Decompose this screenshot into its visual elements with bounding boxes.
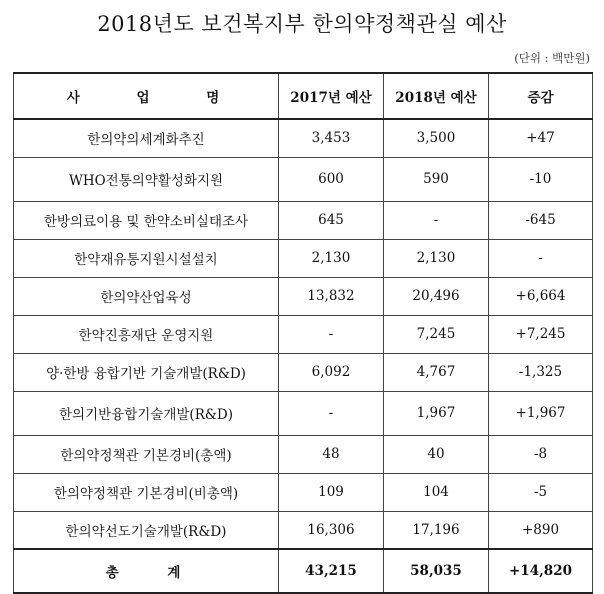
cell-name: 한약진흥재단 운영지원 xyxy=(14,315,279,353)
cell-2018: 3,500 xyxy=(384,119,489,157)
cell-change: +1,967 xyxy=(489,391,593,435)
table-row xyxy=(14,511,593,549)
cell-2017: 16,306 xyxy=(279,511,384,549)
cell-change: +7,245 xyxy=(489,315,593,353)
cell-2018: 40 xyxy=(384,435,489,473)
cell-2018: 4,767 xyxy=(384,353,489,391)
cell-2018: 20,496 xyxy=(384,277,489,315)
total-row xyxy=(14,549,593,593)
cell-change: +6,664 xyxy=(489,277,593,315)
cell-name: 한의약정책관 기본경비(비총액) xyxy=(14,473,279,511)
cell-change: -10 xyxy=(489,157,593,201)
cell-2017: 600 xyxy=(279,157,384,201)
cell-2017: - xyxy=(279,315,384,353)
cell-2017: - xyxy=(279,391,384,435)
budget-table xyxy=(13,72,593,594)
header-2018-budget: 2018년 예산 xyxy=(384,73,489,119)
table-row xyxy=(14,277,593,315)
cell-name: 한약재유통지원시설설치 xyxy=(14,239,279,277)
table-row xyxy=(14,315,593,353)
table-row xyxy=(14,239,593,277)
cell-change: +47 xyxy=(489,119,593,157)
document-title: 2018년도 보건복지부 한의약정책관실 예산 xyxy=(97,12,507,36)
cell-name: 한의약의세계화추진 xyxy=(14,119,279,157)
cell-name: 한의약산업육성 xyxy=(14,277,279,315)
cell-change: -1,325 xyxy=(489,353,593,391)
cell-2017: 2,130 xyxy=(279,239,384,277)
cell-2017: 109 xyxy=(279,473,384,511)
cell-change: -5 xyxy=(489,473,593,511)
table-row xyxy=(14,201,593,239)
cell-name: 한방의료이용 및 한약소비실태조사 xyxy=(14,201,279,239)
table-row xyxy=(14,473,593,511)
cell-change: -645 xyxy=(489,201,593,239)
cell-name: 한의기반융합기술개발(R&D) xyxy=(14,391,279,435)
cell-change: +890 xyxy=(489,511,593,549)
cell-name: 한의약정책관 기본경비(총액) xyxy=(14,435,279,473)
cell-name: 한의약선도기술개발(R&D) xyxy=(14,511,279,549)
table-row xyxy=(14,435,593,473)
table-row xyxy=(14,157,593,201)
cell-2018: 2,130 xyxy=(384,239,489,277)
cell-change: -8 xyxy=(489,435,593,473)
header-project-name: 사 업 명 xyxy=(14,73,279,119)
cell-2018: 7,245 xyxy=(384,315,489,353)
total-2018: 58,035 xyxy=(384,549,489,593)
cell-name: WHO전통의약활성화지원 xyxy=(14,157,279,201)
cell-2018: - xyxy=(384,201,489,239)
cell-2017: 645 xyxy=(279,201,384,239)
header-2017-budget: 2017년 예산 xyxy=(279,73,384,119)
total-label: 총 계 xyxy=(14,549,279,593)
cell-2018: 104 xyxy=(384,473,489,511)
total-change: +14,820 xyxy=(489,549,593,593)
cell-2017: 48 xyxy=(279,435,384,473)
table-row xyxy=(14,391,593,435)
cell-2018: 17,196 xyxy=(384,511,489,549)
header-change: 증감 xyxy=(489,73,593,119)
cell-2017: 6,092 xyxy=(279,353,384,391)
table-header-row xyxy=(14,73,593,119)
cell-2018: 590 xyxy=(384,157,489,201)
cell-change: - xyxy=(489,239,593,277)
cell-2018: 1,967 xyxy=(384,391,489,435)
table-row xyxy=(14,353,593,391)
table-row xyxy=(14,119,593,157)
total-2017: 43,215 xyxy=(279,549,384,593)
cell-2017: 3,453 xyxy=(279,119,384,157)
cell-name: 양·한방 융합기반 기술개발(R&D) xyxy=(14,353,279,391)
unit-note: (단위 : 백만원) xyxy=(514,51,590,65)
cell-2017: 13,832 xyxy=(279,277,384,315)
